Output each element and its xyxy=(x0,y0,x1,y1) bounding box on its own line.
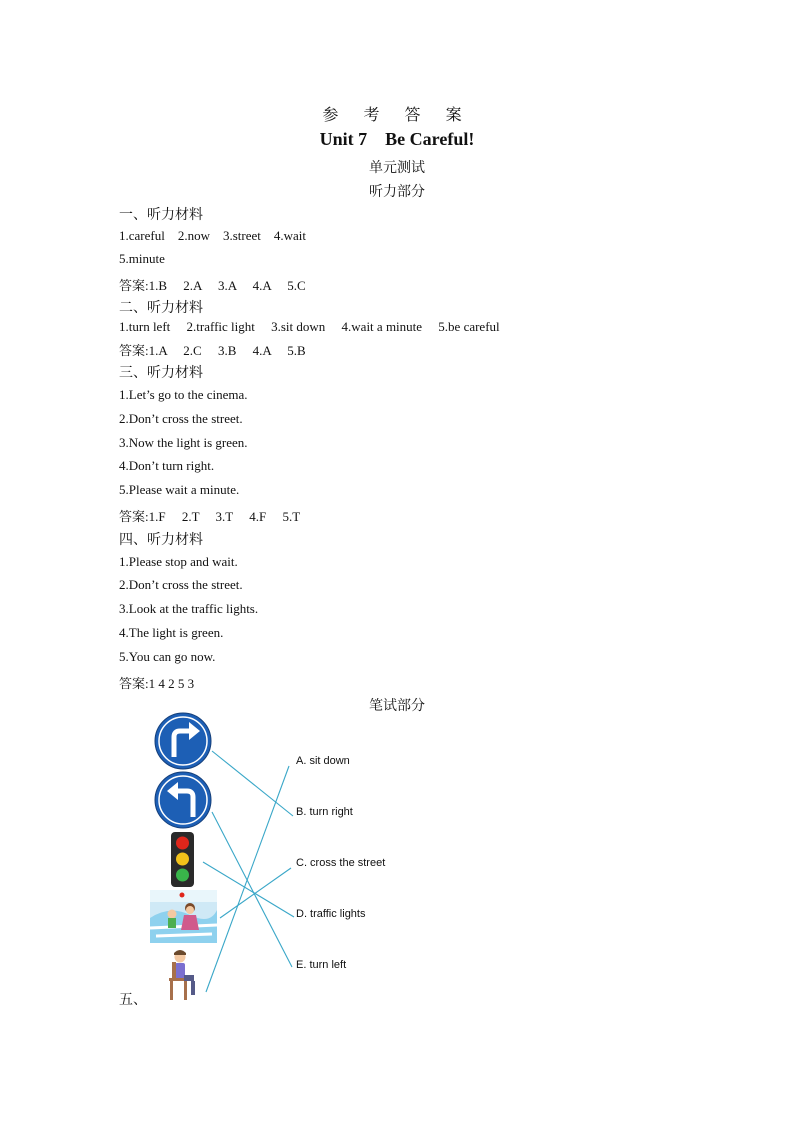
answer-lines xyxy=(203,751,294,992)
answer-line xyxy=(212,751,293,816)
part4-line: 4.The light is green. xyxy=(119,625,224,640)
unit-title: Unit 7 Be Careful! xyxy=(319,129,475,149)
part2-heading: 二、听力材料 xyxy=(119,300,203,316)
option-e: E. turn left xyxy=(296,959,347,971)
turn-right-sign-icon xyxy=(155,713,211,769)
part2-answer: 答案:1.A 2.C 3.B 4.A 5.B xyxy=(119,343,306,358)
part4-line: 5.You can go now. xyxy=(119,649,216,664)
part1-line2: 5.minute xyxy=(119,251,165,266)
option-a: A. sit down xyxy=(296,755,350,767)
part3-line: 3.Now the light is green. xyxy=(119,435,248,450)
part3-line: 5.Please wait a minute. xyxy=(119,482,240,497)
part4-heading: 四、听力材料 xyxy=(119,532,203,548)
part3-line: 1.Let’s go to the cinema. xyxy=(119,387,248,402)
part1-answer: 答案:1.B 2.A 3.A 4.A 5.C xyxy=(119,278,306,293)
children-crossing-picture xyxy=(150,890,217,943)
part3-answer: 答案:1.F 2.T 3.T 4.F 5.T xyxy=(119,509,301,524)
answer-line xyxy=(220,868,291,918)
part4-line: 2.Don’t cross the street. xyxy=(119,577,243,592)
option-b: B. turn right xyxy=(296,806,353,818)
answer-line xyxy=(206,766,289,992)
part3-line: 2.Don’t cross the street. xyxy=(119,411,243,426)
part5-heading: 五、 xyxy=(119,992,147,1008)
part1-line1: 1.careful 2.now 3.street 4.wait xyxy=(119,228,307,243)
part3-line: 4.Don’t turn right. xyxy=(119,458,215,473)
page-title: 参 考 答 案 xyxy=(322,105,472,124)
part2-line1: 1.turn left 2.traffic light 3.sit down 4.wait a minute 5.be careful xyxy=(119,319,500,334)
part3-heading: 三、听力材料 xyxy=(119,365,203,381)
part1-heading: 一、听力材料 xyxy=(119,207,203,223)
part4-line: 1.Please stop and wait. xyxy=(119,554,238,569)
listening-section-title: 听力部分 xyxy=(369,184,425,200)
turn-left-sign-icon xyxy=(155,772,211,828)
option-d: D. traffic lights xyxy=(296,908,366,920)
part4-line: 3.Look at the traffic lights. xyxy=(119,601,259,616)
part4-answer: 答案:1 4 2 5 3 xyxy=(119,676,195,691)
writing-section-title: 笔试部分 xyxy=(369,698,425,714)
traffic-light-icon xyxy=(171,832,194,887)
subtitle: 单元测试 xyxy=(369,160,425,176)
man-sitting-picture xyxy=(169,950,195,1000)
option-c: C. cross the street xyxy=(296,857,386,869)
